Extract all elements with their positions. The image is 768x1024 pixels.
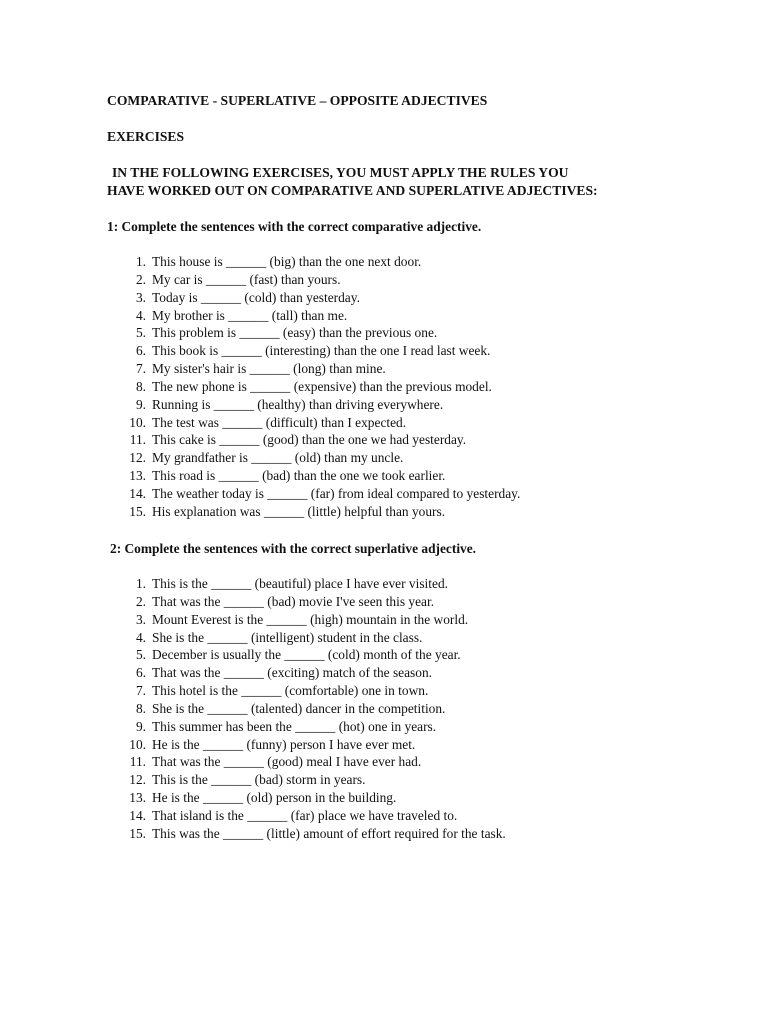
item-sentence: My grandfather is ______ (old) than my uncle.	[152, 450, 404, 466]
item-number: 4.	[135, 629, 146, 645]
item-sentence: This hotel is the ______ (comfortable) one in town.	[152, 683, 429, 699]
section-heading-comparative: 1: Complete the sentences with the correct comparative adjective.	[107, 219, 482, 234]
item-number: 2.	[135, 593, 146, 609]
item-sentence: Mount Everest is the ______ (high) mountain in the world.	[152, 611, 469, 627]
item-number: 6.	[135, 343, 146, 359]
item-sentence: This book is ______ (interesting) than the one I read last week.	[152, 343, 491, 359]
item-sentence: Running is ______ (healthy) than driving everywhere.	[152, 396, 444, 412]
item-sentence: This summer has been the ______ (hot) one in years.	[152, 718, 437, 734]
section-heading-superlative: 2: Complete the sentences with the correct superlative adjective.	[110, 541, 477, 556]
item-sentence: That was the ______ (exciting) match of the season.	[152, 665, 433, 681]
item-number: 15.	[129, 503, 146, 519]
item-sentence: My car is ______ (fast) than yours.	[152, 271, 341, 287]
item-sentence: This cake is ______ (good) than the one we had yesterday.	[152, 432, 467, 448]
item-sentence: This is the ______ (beautiful) place I have ever visited.	[152, 576, 448, 591]
intro-line: HAVE WORKED OUT ON COMPARATIVE AND SUPERLATIVE ADJECTIVES:	[107, 183, 598, 198]
item-sentence: This was the ______ (little) amount of effort required for the task.	[152, 825, 506, 841]
item-number: 11.	[129, 754, 146, 770]
item-sentence: This problem is ______ (easy) than the previous one.	[152, 325, 438, 341]
intro-paragraph	[107, 164, 598, 200]
item-number: 12.	[129, 772, 146, 788]
item-sentence: The test was ______ (difficult) than I expected.	[152, 414, 407, 430]
item-sentence: This house is ______ (big) than the one next door.	[152, 254, 422, 269]
item-number: 6.	[135, 665, 146, 681]
page-title: COMPARATIVE - SUPERLATIVE – OPPOSITE ADJECTIVES	[107, 93, 488, 108]
item-sentence: This is the ______ (bad) storm in years.	[152, 772, 366, 788]
item-sentence: He is the ______ (old) person in the building.	[152, 790, 397, 806]
item-sentence: The new phone is ______ (expensive) than the previous model.	[152, 378, 492, 394]
item-sentence: That was the ______ (bad) movie I've seen this year.	[152, 593, 435, 609]
item-number: 9.	[135, 396, 146, 412]
item-number: 5.	[135, 325, 146, 341]
item-number: 5.	[135, 647, 146, 663]
item-sentence: He is the ______ (funny) person I have ever met.	[152, 736, 416, 752]
item-number: 1.	[135, 254, 146, 269]
item-sentence: This road is ______ (bad) than the one we took earlier.	[152, 468, 446, 484]
item-number: 8.	[135, 700, 146, 716]
item-number: 11.	[129, 432, 146, 448]
item-sentence: She is the ______ (talented) dancer in the competition.	[152, 700, 446, 716]
item-number: 12.	[129, 450, 146, 466]
item-sentence: My sister's hair is ______ (long) than mine.	[152, 361, 386, 377]
item-number: 2.	[135, 271, 146, 287]
item-sentence: She is the ______ (intelligent) student in the class.	[152, 629, 423, 645]
item-sentence: The weather today is ______ (far) from ideal compared to yesterday.	[152, 485, 521, 501]
item-sentence: My brother is ______ (tall) than me.	[152, 307, 348, 323]
item-number: 14.	[129, 807, 146, 823]
item-sentence: Today is ______ (cold) than yesterday.	[152, 289, 360, 305]
item-number: 3.	[135, 611, 146, 627]
item-number: 1.	[135, 576, 146, 591]
item-sentence: That island is the ______ (far) place we have traveled to.	[152, 807, 458, 823]
item-sentence: His explanation was ______ (little) helpful than yours.	[152, 503, 446, 519]
item-number: 10.	[129, 736, 146, 752]
item-sentence: December is usually the ______ (cold) month of the year.	[152, 647, 461, 663]
item-number: 7.	[135, 361, 146, 377]
page-subtitle: EXERCISES	[107, 129, 185, 144]
item-number: 3.	[135, 289, 146, 305]
item-number: 15.	[129, 825, 146, 841]
item-number: 13.	[129, 790, 146, 806]
item-sentence: That was the ______ (good) meal I have ever had.	[152, 754, 422, 770]
item-number: 13.	[129, 468, 146, 484]
item-number: 10.	[129, 414, 146, 430]
intro-line: IN THE FOLLOWING EXERCISES, YOU MUST APPLY THE RULES YOU	[112, 165, 569, 180]
item-number: 14.	[129, 485, 146, 501]
item-number: 7.	[135, 683, 146, 699]
item-number: 4.	[135, 307, 146, 323]
item-number: 9.	[135, 718, 146, 734]
item-number: 8.	[135, 378, 146, 394]
